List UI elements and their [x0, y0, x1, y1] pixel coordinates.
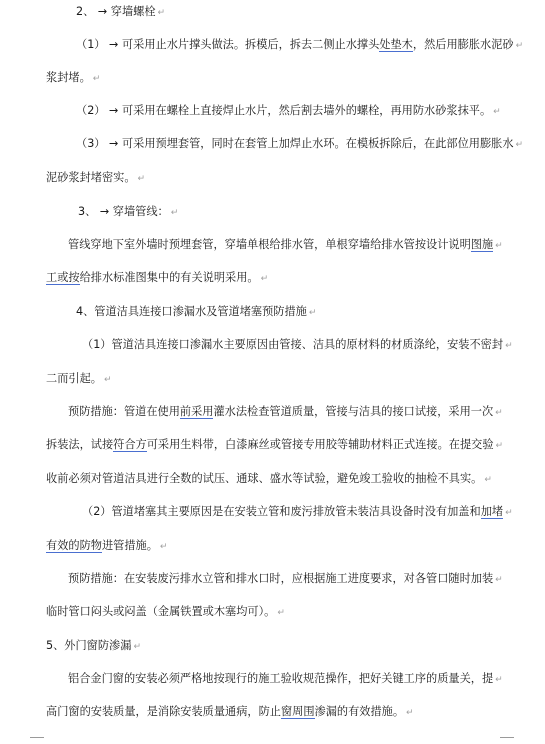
paragraph-line [82, 337, 545, 354]
text-run: 2、 → 穿墙螺栓 [76, 5, 156, 18]
page-corner-mark-right [500, 737, 514, 744]
paragraph-line [46, 270, 545, 287]
paragraph-mark-icon: ↵ [495, 241, 503, 251]
paragraph-line [68, 671, 545, 688]
underlined-text: 符合方 [113, 438, 147, 451]
paragraph-mark-icon: ↵ [170, 208, 179, 218]
paragraph-mark-icon: ↵ [406, 708, 414, 718]
text-run: 预防措施：管道在使用 [68, 405, 180, 418]
paragraph-mark-icon: ↵ [495, 675, 503, 685]
underlined-text: 窗周围 [280, 705, 315, 718]
text-run: 浆封堵。 [46, 71, 91, 84]
text-run: 3、 → 穿墙管线： [78, 205, 169, 218]
paragraph-mark-icon: ↵ [495, 408, 503, 418]
text-run: （2）管道堵塞其主要原因是在安装立管和废污排放管未装洁具设备时没有加盖和 [82, 505, 481, 518]
underlined-text: 前采用 [179, 405, 214, 418]
paragraph-line [68, 571, 545, 588]
paragraph-line [76, 4, 545, 21]
paragraph-line [78, 204, 545, 221]
paragraph-mark-icon: ↵ [308, 308, 317, 318]
paragraph-line [82, 504, 545, 521]
text-run: 二而引起。 [46, 372, 102, 385]
text-run: 渗漏的有效措施。 [314, 705, 405, 718]
paragraph-mark-icon: ↵ [515, 140, 524, 150]
text-run: 收前必须对管道洁具进行全数的试压、通球、盛水等试验，避免竣工验收的抽检不具实。 [46, 472, 483, 485]
paragraph-mark-icon: ↵ [277, 608, 285, 618]
paragraph-line [46, 371, 545, 388]
text-run: （3） → 可采用预埋套管，同时在套管上加焊止水环。在模板拆除后，在此部位用膨胀水 [76, 137, 514, 150]
text-run: 高门窗的安装质量，是消除安装质量通病，防止 [46, 705, 281, 718]
paragraph-line [68, 404, 545, 421]
text-run: 管线穿地下室外墙时预埋套管，穿墙单根给排水管，单根穿墙给排水管按设计说明 [68, 238, 471, 251]
paragraph-mark-icon: ↵ [92, 74, 101, 84]
underlined-text: 工或按 [46, 271, 80, 284]
paragraph-mark-icon: ↵ [493, 107, 501, 117]
text-run: 预防措施：在安装废污排水立管和排水口时，应根据施工进度要求，对各管口随时加装 [68, 572, 494, 585]
text-run: （2） → 可采用在螺栓上直接焊止水片，然后割去墙外的螺栓，再用防水砂浆抹平。 [76, 104, 492, 117]
paragraph-line [76, 304, 545, 321]
paragraph-line [46, 538, 545, 555]
paragraph-line [68, 237, 545, 254]
text-run: 可采用生料带，白漆麻丝或管接专用胶等辅助材料正式连接。在提交验 [146, 438, 494, 451]
paragraph-line [46, 70, 545, 87]
underlined-text: 处垫木 [379, 38, 413, 51]
underlined-text: 加堵 [480, 505, 504, 518]
text-run: （1）管道洁具连接口渗漏水主要原因由管接、洁具的原材料的材质涤纶，安装不密封 [82, 338, 504, 351]
paragraph-mark-icon: ↵ [137, 174, 146, 184]
paragraph-mark-icon: ↵ [133, 642, 141, 652]
text-run: 泥砂浆封堵密实。 [46, 171, 136, 184]
paragraph-mark-icon: ↵ [515, 41, 524, 51]
text-run: 拆装法，试接 [46, 438, 114, 451]
paragraph-line [46, 704, 545, 721]
paragraph-line [46, 638, 545, 655]
paragraph-line [76, 37, 545, 54]
paragraph-line [76, 136, 545, 153]
paragraph-line [46, 170, 545, 187]
paragraph-line [46, 471, 545, 488]
paragraph-mark-icon: ↵ [495, 575, 503, 585]
paragraph-mark-icon: ↵ [505, 508, 513, 518]
text-run: 进管措施。 [101, 539, 158, 552]
text-run: 灌水法检查管道质量，管接与洁具的接口试接，采用一次 [213, 405, 494, 418]
text-run: 铝合金门窗的安装必须严格地按现行的施工验收规范操作，把好关键工序的质量关，提 [68, 672, 494, 685]
text-run: 临时管口闷头或闷盖（金属铁置或木塞均可）。 [46, 605, 276, 618]
text-run: 给排水标准图集中的有关说明采用。 [79, 271, 259, 284]
page-corner-mark-left [30, 737, 44, 744]
text-run: ，然后用膨胀水泥砂 [412, 38, 514, 51]
paragraph-mark-icon: ↵ [157, 8, 166, 18]
paragraph-mark-icon: ↵ [260, 274, 269, 284]
text-run: 4、管道洁具连接口渗漏水及管道堵塞预防措施 [76, 305, 307, 318]
underlined-text: 图施 [470, 238, 494, 251]
paragraph-mark-icon: ↵ [505, 341, 513, 351]
underlined-text: 有效的防物 [46, 539, 102, 552]
paragraph-line [76, 103, 545, 120]
paragraph-mark-icon: ↵ [484, 475, 492, 485]
paragraph-line [46, 604, 545, 621]
paragraph-mark-icon: ↵ [495, 441, 504, 451]
text-run: 5、外门窗防渗漏 [46, 639, 132, 652]
paragraph-mark-icon: ↵ [103, 375, 112, 385]
text-run: （1） → 可采用止水片撑头做法。拆模后，拆去二侧止水撑头 [76, 38, 380, 51]
paragraph-line [46, 437, 545, 454]
paragraph-mark-icon: ↵ [159, 542, 168, 552]
